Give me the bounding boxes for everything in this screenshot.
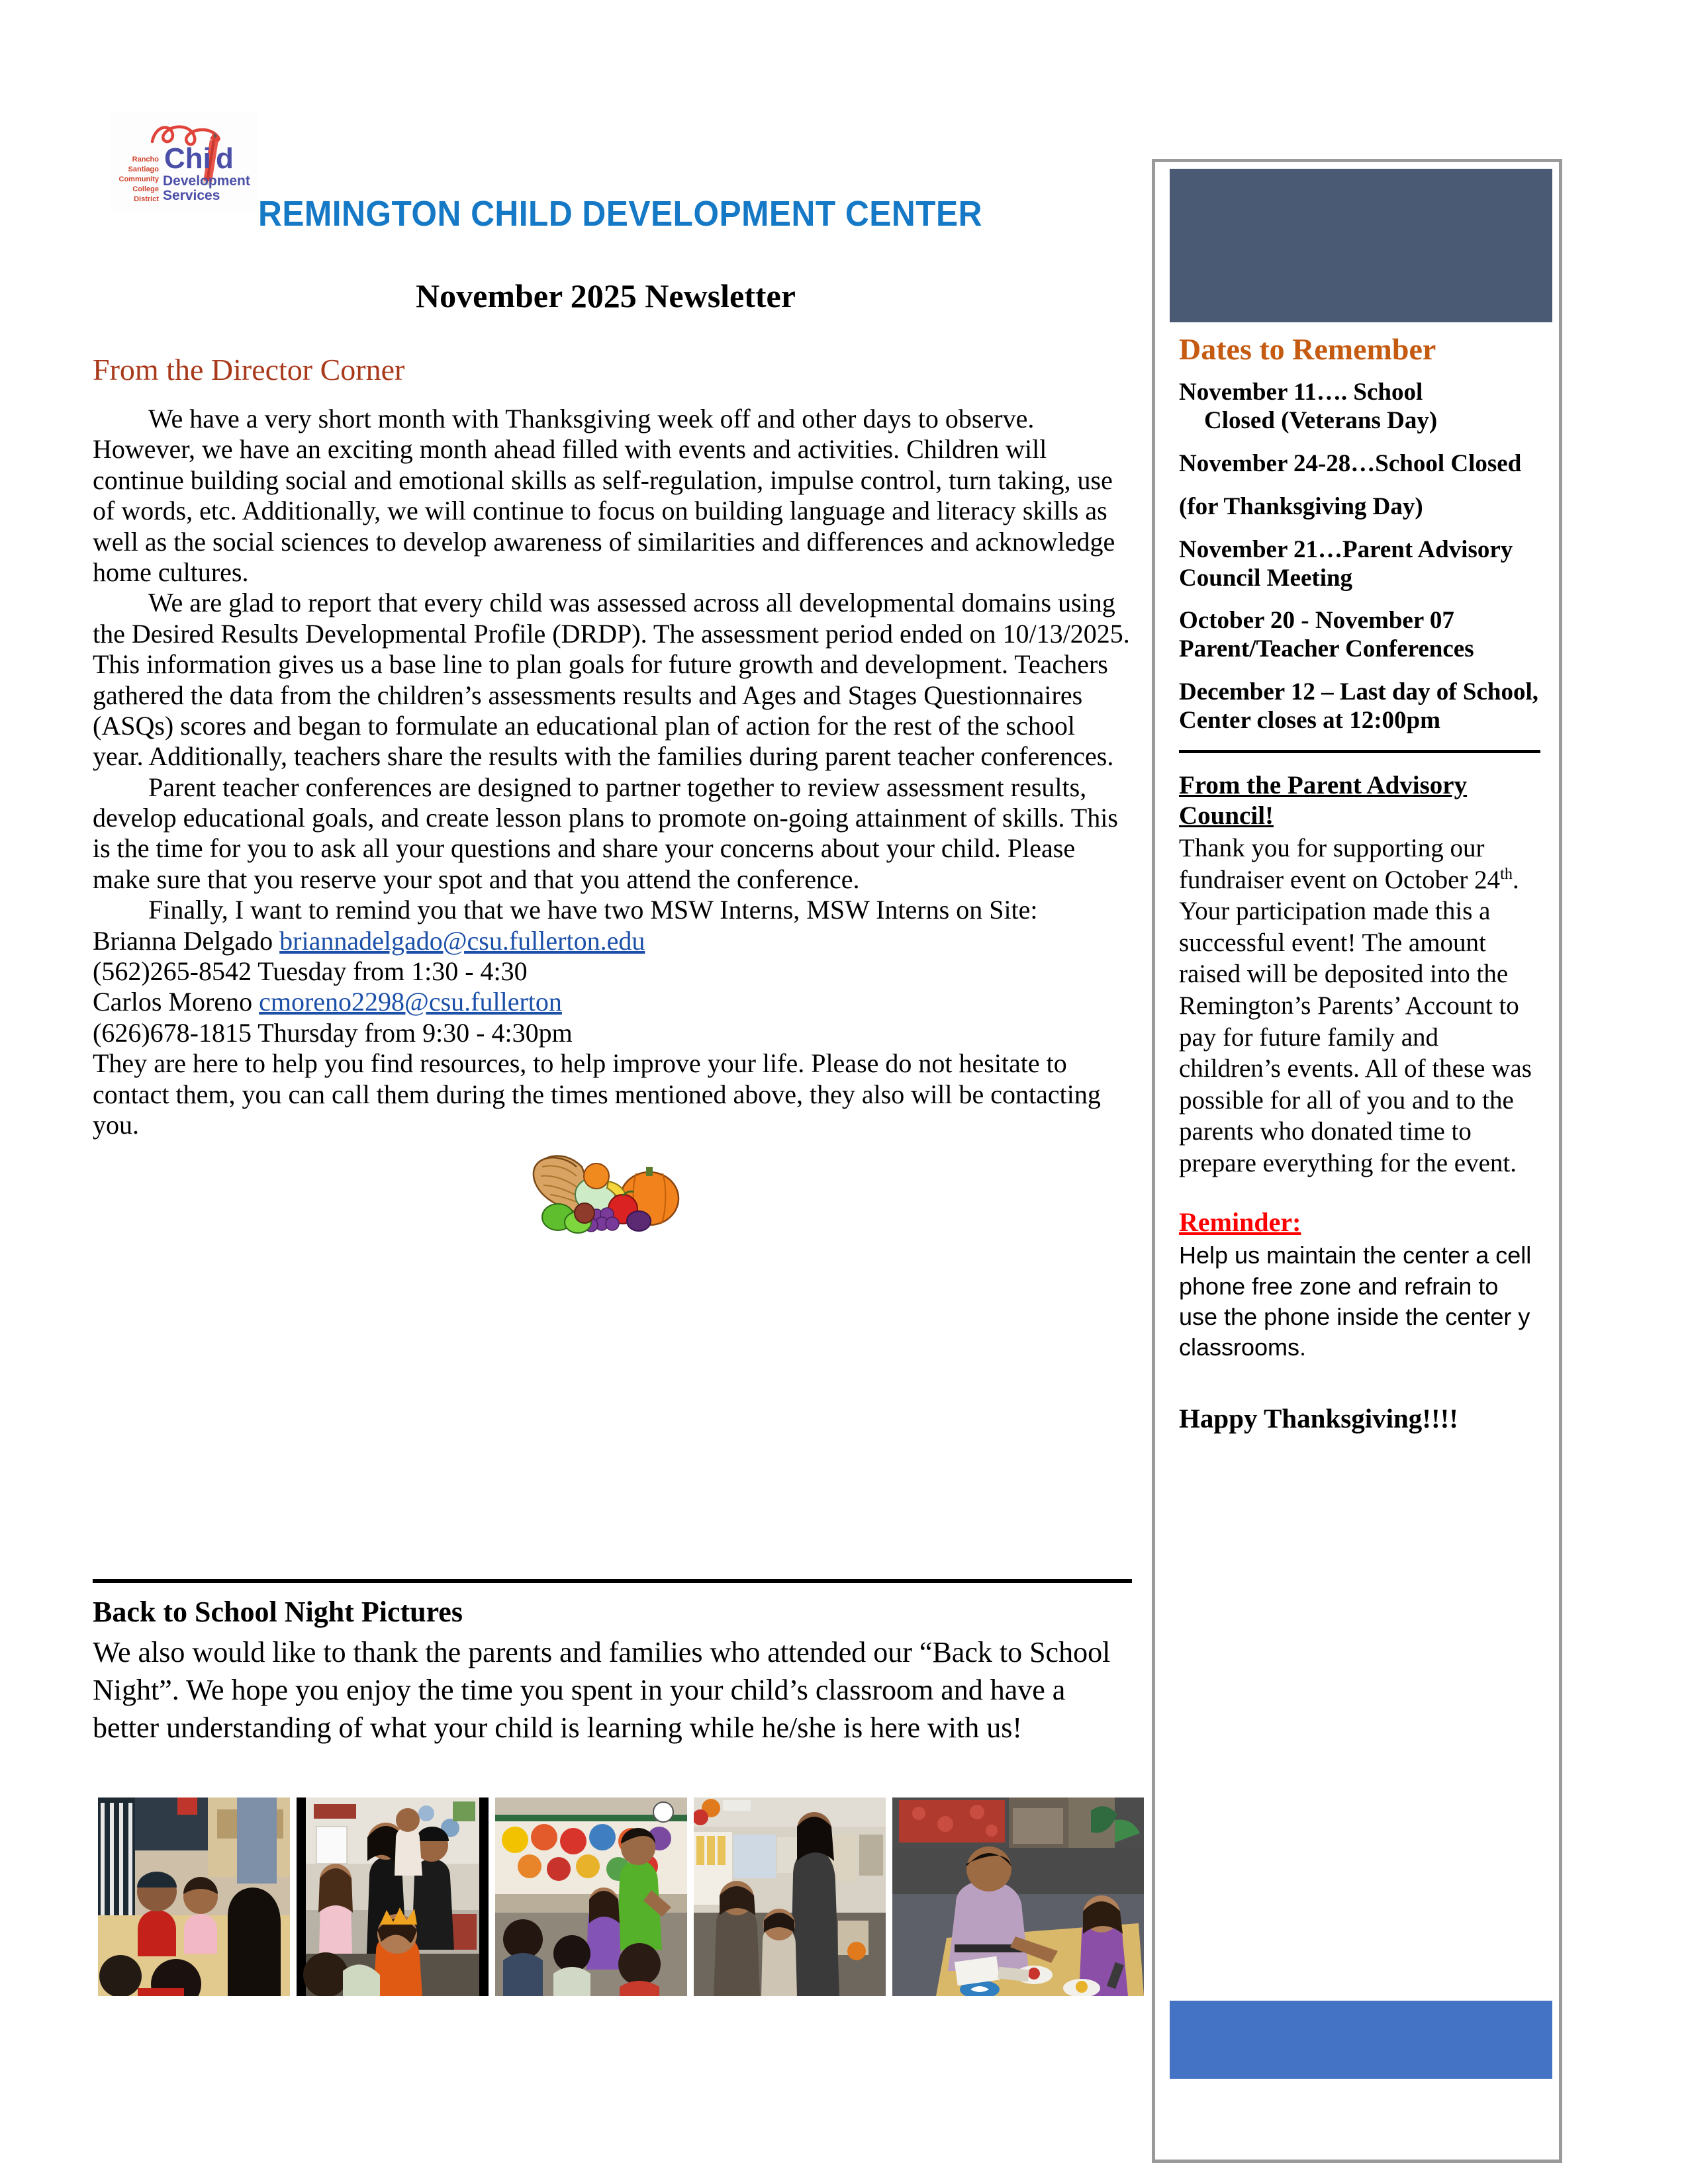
date-item-continuation: Closed	[1450, 449, 1522, 477]
date-item-main: December 12 – Last day of School, Center closes at 12:00pm	[1179, 678, 1538, 735]
director-paragraph-2: We are glad to report that every child was assessed across all developmental domains using the Desired Results Developmental Profile (DRDP). The assessment period ended on 10/13/2025. This information gives us a base line to plan goals for future growth and development. Teachers gathered the data from the children’s assessments results and Ages and Stages Questionnaires (ASQs) scores and began to formulate an educational plan of action for the rest of the school year. Additionally, teachers share the results with the families during parent teacher conferences.	[93, 588, 1130, 772]
date-item	[1179, 493, 1540, 522]
date-item-main: November 11…. School	[1179, 379, 1423, 406]
director-paragraph-1: We have a very short month with Thanksgiving week off and other days to observe. However, we have an exciting month ahead filled with events and activities. Children will continue building social and emotional skills as self-regulation, impulse control, turn taking, use of words, etc. Additionally, we will continue to focus on building language and literacy skills as well as the social sciences to develop awareness of similarities and differences and acknowledge home cultures.	[93, 404, 1115, 587]
pac-body-part-1: Thank you for supporting our fundraiser event on October 24	[1179, 834, 1501, 894]
photo-classroom-art-wall	[495, 1797, 687, 1996]
svg-text:Services: Services	[163, 188, 220, 203]
reminder-heading: Reminder:	[1179, 1207, 1301, 1238]
svg-text:Rancho: Rancho	[132, 156, 159, 163]
photo-family-visiting-classroom	[694, 1797, 886, 1996]
date-item	[1179, 678, 1540, 735]
svg-text:Santiago: Santiago	[128, 165, 159, 173]
newsletter-title: November 2025 Newsletter	[416, 277, 796, 314]
dates-to-remember-heading: Dates to Remember	[1179, 332, 1436, 366]
intern-1-name: Brianna Delgado	[93, 925, 280, 956]
svg-text:Community: Community	[118, 175, 159, 183]
section-divider	[93, 1579, 1132, 1583]
svg-text:District: District	[134, 195, 159, 203]
sidebar-divider	[1179, 750, 1540, 753]
back-to-school-body: We also would like to thank the parents and families who attended our “Back to School Night”. We hope you enjoy the time you spent in your child’s classroom and have a better understanding of what your child is learning while he/she is here with us!	[93, 1636, 1111, 1745]
reminder-body: Help us maintain the center a cell phone free zone and refrain to use the phone inside the center y classrooms.	[1179, 1242, 1532, 1361]
photo-staff-with-children	[297, 1797, 489, 1996]
director-letter-body	[93, 404, 1132, 1234]
photo-teacher-and-child-craft	[892, 1797, 1144, 1996]
director-corner-heading: From the Director Corner	[93, 353, 405, 387]
director-paragraph-4: Finally, I want to remind you that we have two MSW Interns, MSW Interns on Site:	[148, 895, 1038, 925]
date-item-main: October 20 - November 07 Parent/Teacher Conferences	[1179, 607, 1474, 663]
date-item	[1179, 379, 1540, 435]
date-item-continuation: Advisory Council Meeting	[1179, 535, 1513, 592]
intern-1-email-link[interactable]: briannadelgado@csu.fullerton.edu	[279, 925, 645, 956]
intern-1-line	[93, 926, 1132, 956]
sidebar-bottom-color-block	[1170, 2001, 1552, 2079]
svg-text:Development: Development	[163, 173, 250, 189]
director-paragraph-5: They are here to help you find resources, to help improve your life. Please do not hesitate to contact them, you can call them during the times mentioned above, they also will be contacting you.	[93, 1048, 1101, 1140]
pac-body-part-2: . Your participation made this a successful event! The amount raised will be deposited into the Remington’s Parents’ Account to pay for future family and children’s events. All of these was possible for all of you and to the parents who donated time to prepare everything for the event.	[1179, 865, 1532, 1177]
back-to-school-heading: Back to School Night Pictures	[93, 1596, 463, 1628]
intern-2-hours: (626)678-1815 Thursday from 9:30 - 4:30pm	[93, 1017, 573, 1048]
date-item-main: November 24-28…School	[1179, 449, 1445, 477]
date-item-continuation: Closed (Veterans Day)	[1204, 406, 1438, 434]
svg-text:Chi: Chi	[164, 142, 211, 175]
intern-2-name: Carlos Moreno	[93, 987, 259, 1017]
parent-advisory-council-body	[1179, 833, 1540, 1179]
date-item	[1179, 450, 1540, 478]
intern-1-hours: (562)265-8542 Tuesday from 1:30 - 4:30	[93, 956, 528, 987]
rsccd-child-development-services-logo	[111, 111, 258, 210]
date-item	[1179, 607, 1540, 664]
happy-thanksgiving-text: Happy Thanksgiving!!!!	[1179, 1402, 1458, 1433]
director-paragraph-3: Parent teacher conferences are designed to partner together to review assessment results, develop educational goals, and create lesson plans to promote on-going attainment of skills. This is the time for you to ask all your questions and share your concerns about your child. Please make sure that you reserve your spot and that you attend the conference.	[93, 772, 1118, 894]
date-item	[1179, 536, 1540, 593]
photo-strip	[98, 1797, 1144, 1996]
sidebar-content	[1179, 332, 1540, 1434]
cornucopia-clipart	[513, 1144, 712, 1234]
ordinal-suffix: th	[1500, 864, 1513, 883]
sidebar-top-color-block	[1170, 169, 1552, 322]
svg-text:d: d	[216, 142, 234, 175]
photo-children-at-table	[98, 1797, 290, 1996]
intern-2-line	[93, 987, 1132, 1017]
date-item-main: November 21…Parent	[1179, 535, 1413, 563]
parent-advisory-council-heading: From the Parent Advisory Council!	[1179, 771, 1468, 831]
sidebar-panel	[1152, 159, 1562, 2163]
svg-text:College: College	[132, 185, 159, 193]
date-item-main: (for Thanksgiving Day)	[1179, 492, 1423, 520]
intern-2-email-link[interactable]: cmoreno2298@csu.fullerton	[259, 987, 562, 1017]
center-name-title: REMINGTON CHILD DEVELOPMENT CENTER	[258, 194, 982, 234]
